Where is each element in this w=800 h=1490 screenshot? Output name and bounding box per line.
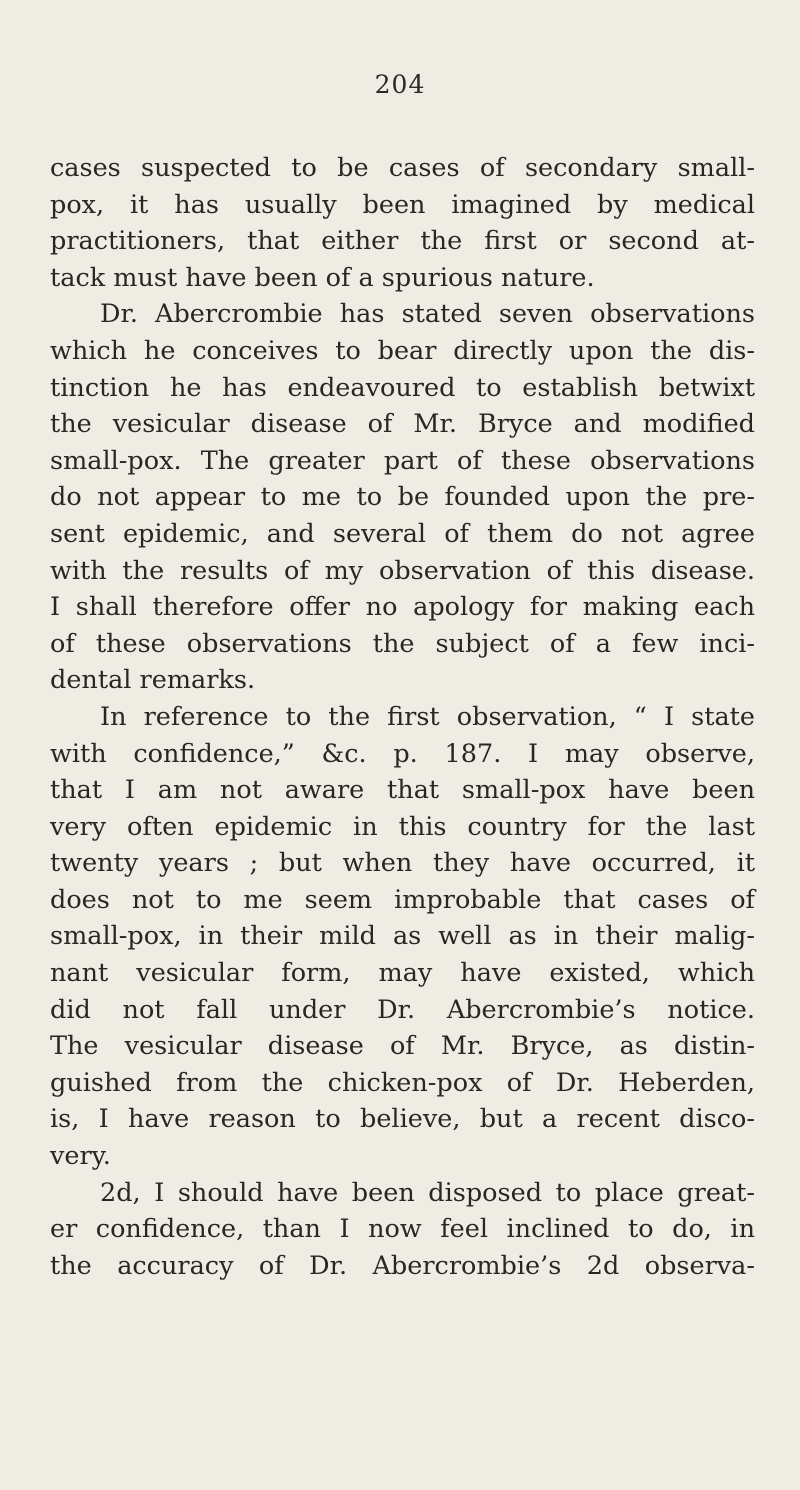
text-line: dental remarks. [50,665,256,696]
text-line: did not fall under Dr. Abercrombie’s notice. [50,994,755,1025]
text-line: The vesicular disease of Mr. Bryce, as distin- [50,1031,755,1062]
text-line: nant vesicular form, may have existed, which [50,958,755,989]
text-line: with confidence,” &c. p. 187. I may observe, [50,738,755,769]
text-line: does not to me seem improbable that cases of [50,884,755,915]
paragraph [50,699,755,1175]
text-line: the vesicular disease of Mr. Bryce and modified [50,409,755,440]
text-line: do not appear to me to be founded upon the pre- [50,482,755,513]
paragraph [50,150,755,296]
text-line: pox, it has usually been imagined by medical [50,189,755,220]
text-line: with the results of my observation of this disease. [50,555,755,586]
body-text [50,150,755,1284]
text-line: I shall therefore offer no apology for making each [50,592,755,623]
text-line: is, I have reason to believe, but a recent disco- [50,1104,755,1135]
text-line: very. [50,1141,111,1172]
text-line: small-pox. The greater part of these observations [50,445,755,476]
paragraph [50,1175,755,1285]
text-line: Dr. Abercrombie has stated seven observations [100,299,755,330]
text-line: tack must have been of a spurious nature. [50,262,595,293]
page-number: 204 [374,70,426,99]
text-line: very often epidemic in this country for the last [50,811,755,842]
text-line: twenty years ; but when they have occurred, it [50,848,755,879]
text-line: small-pox, in their mild as well as in their malig- [50,921,755,952]
text-line: cases suspected to be cases of secondary small- [50,153,755,183]
paragraph [50,296,755,699]
text-line: In reference to the first observation, “ I state [100,701,755,732]
text-line: er confidence, than I now feel inclined to do, in [50,1214,755,1245]
text-line: that I am not aware that small-pox have been [50,775,755,806]
text-line: guished from the chicken-pox of Dr. Heberden, [50,1067,755,1098]
text-line: tinction he has endeavoured to establish betwixt [50,372,755,403]
text-line: of these observations the subject of a few inci- [50,628,755,659]
text-line: 2d, I should have been disposed to place great- [100,1177,755,1208]
text-line: practitioners, that either the first or second at- [50,226,755,257]
text-line: which he conceives to bear directly upon the dis- [50,335,755,366]
text-line: sent epidemic, and several of them do not agree [50,518,755,549]
text-line: the accuracy of Dr. Abercrombie’s 2d observa- [50,1250,755,1281]
